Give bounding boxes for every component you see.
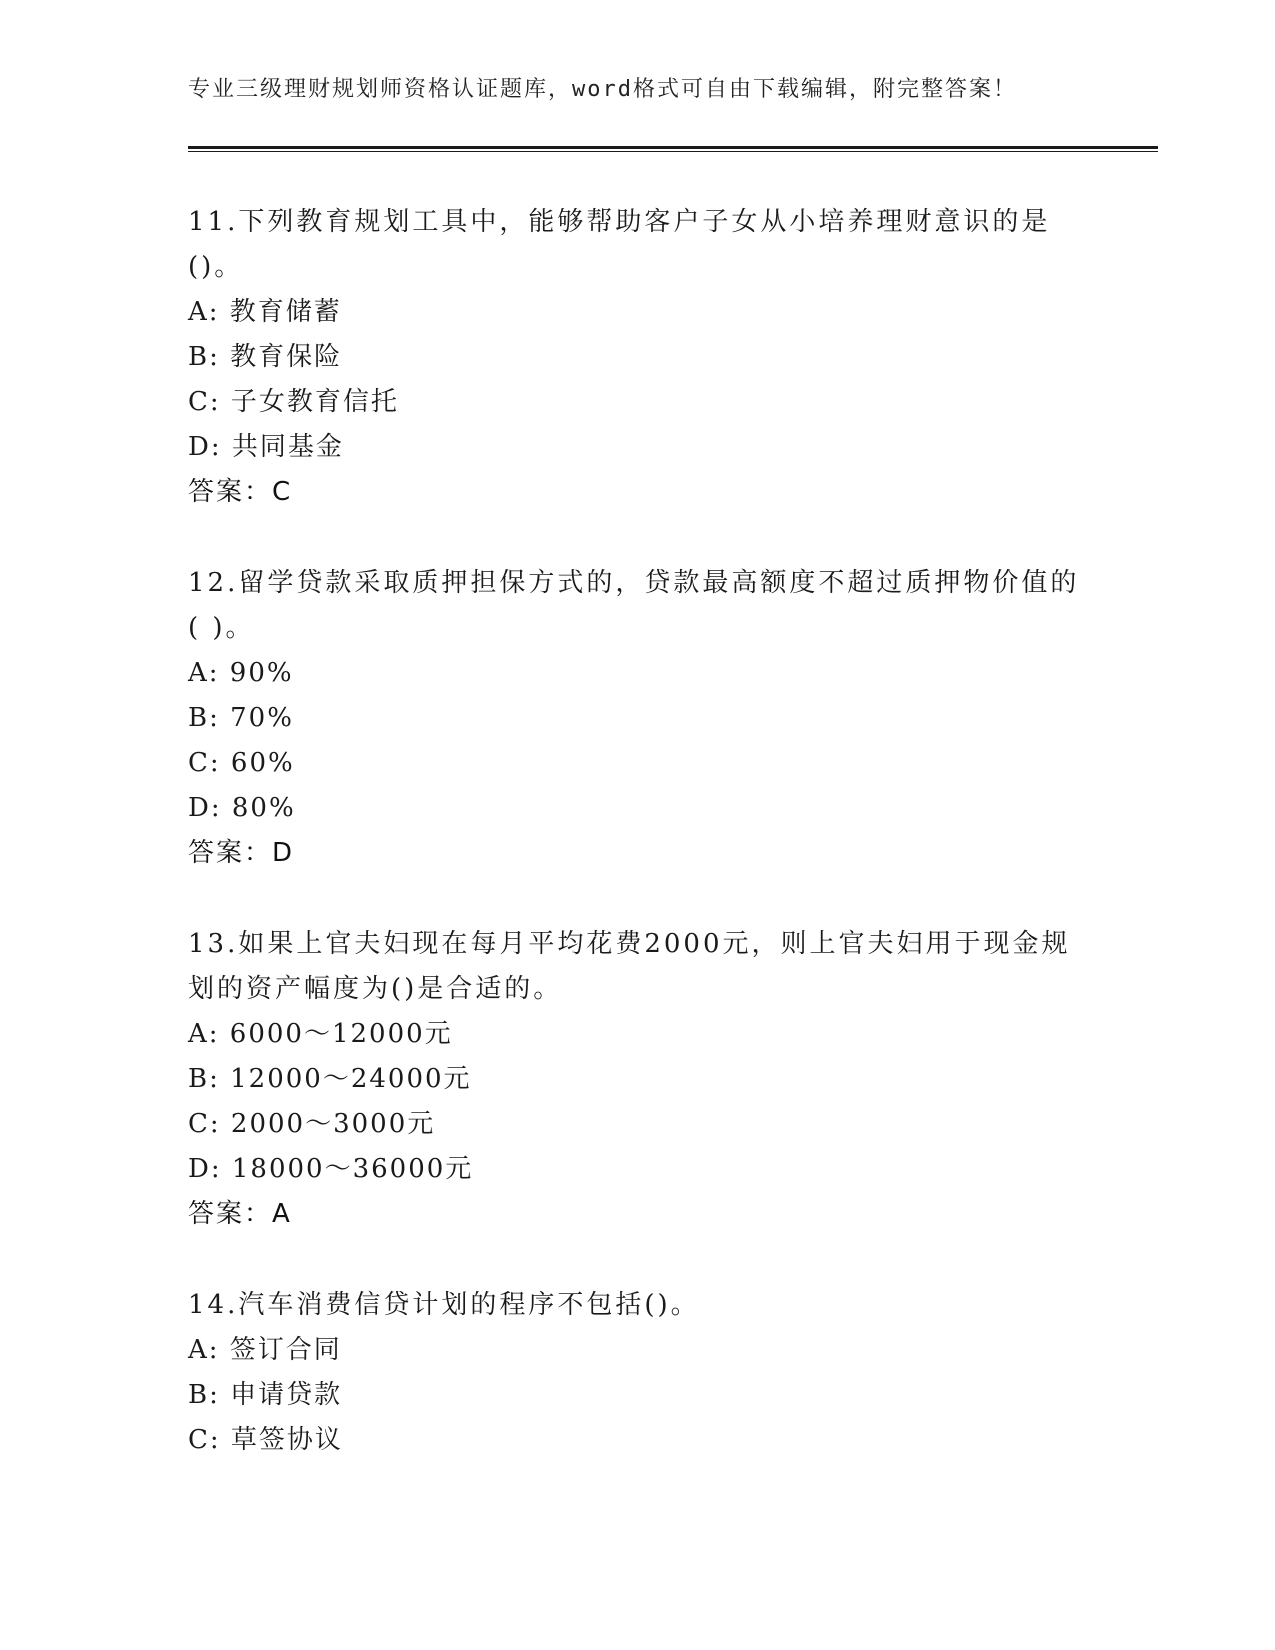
header-rule-thick: [188, 146, 1158, 149]
question-list: [188, 200, 1088, 1509]
question-11: [188, 200, 1088, 515]
question-12: [188, 561, 1088, 876]
option-a: A: 教育储蓄: [188, 297, 342, 327]
answer-line: 答案：D: [188, 838, 295, 868]
question-stem: 13.如果上官夫妇现在每月平均花费2000元，则上官夫妇用于现金规划的资产幅度为()是合适的。: [188, 929, 1071, 1004]
answer-line: 答案：C: [188, 477, 293, 507]
option-b: B: 申请贷款: [188, 1380, 343, 1410]
option-d: D: 共同基金: [188, 432, 344, 462]
option-b: B: 12000～24000元: [188, 1064, 472, 1094]
option-c: C: 2000～3000元: [188, 1109, 436, 1139]
option-d: D: 18000～36000元: [188, 1154, 474, 1184]
option-a: A: 签订合同: [188, 1335, 342, 1365]
option-c: C: 草签协议: [188, 1425, 343, 1455]
page-header: 专业三级理财规划师资格认证题库，word格式可自由下载编辑，附完整答案！: [188, 77, 1017, 102]
option-b: B: 教育保险: [188, 342, 343, 372]
option-b: B: 70%: [188, 703, 294, 733]
question-stem: 12.留学贷款采取质押担保方式的，贷款最高额度不超过质押物价值的( )。: [188, 568, 1080, 643]
option-d: D: 80%: [188, 793, 296, 823]
question-13: [188, 922, 1088, 1237]
option-c: C: 子女教育信托: [188, 387, 399, 417]
option-a: A: 6000～12000元: [188, 1019, 453, 1049]
header-rule-thin: [188, 151, 1158, 152]
answer-line: 答案：A: [188, 1199, 292, 1229]
option-c: C: 60%: [188, 748, 295, 778]
question-stem: 11.下列教育规划工具中，能够帮助客户子女从小培养理财意识的是()。: [188, 207, 1051, 282]
question-14: [188, 1283, 1088, 1463]
question-stem: 14.汽车消费信贷计划的程序不包括()。: [188, 1290, 700, 1320]
option-a: A: 90%: [188, 658, 294, 688]
